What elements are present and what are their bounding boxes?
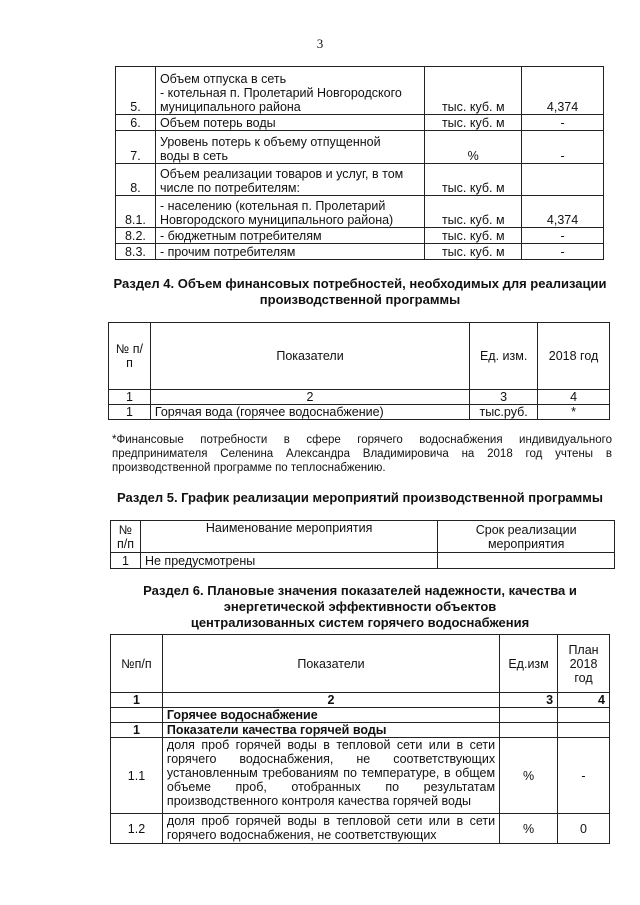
table-row xyxy=(116,244,604,260)
header-num: №п/п xyxy=(111,635,163,693)
col-number: 3 xyxy=(470,390,538,405)
header-num: № п/п xyxy=(109,323,151,390)
row-unit: тыс. куб. м xyxy=(425,228,522,244)
row-unit: тыс.руб. xyxy=(470,405,538,420)
table-row xyxy=(116,67,604,115)
row-value: 0 xyxy=(558,814,610,844)
row-number: 8.3. xyxy=(116,244,156,260)
row-value: 4,374 xyxy=(522,67,604,115)
row-label: - прочим потребителям xyxy=(155,244,424,260)
row-label: Объем отпуска в сеть - котельная п. Пролетарий Новгородского муниципального района xyxy=(155,67,424,115)
row-label: Уровень потерь к объему отпущенной воды в сеть xyxy=(155,131,424,164)
header-term: Срок реализации мероприятия xyxy=(438,521,615,553)
row-unit: тыс. куб. м xyxy=(425,67,522,115)
row-number: 8.2. xyxy=(116,228,156,244)
row-indicator: доля проб горячей воды в тепловой сети или в сети горячего водоснабжения, не соответствующих xyxy=(162,814,499,844)
group-label: Горячее водоснабжение xyxy=(162,708,499,723)
table-row xyxy=(116,164,604,196)
subgroup-label: Показатели качества горячей воды xyxy=(162,723,499,738)
col-number: 4 xyxy=(538,390,610,405)
row-name: Не предусмотрены xyxy=(140,553,437,569)
row-number: 1.1 xyxy=(111,738,163,814)
row-unit: тыс. куб. м xyxy=(425,115,522,131)
header-indicator: Показатели xyxy=(162,635,499,693)
section4-title: Раздел 4. Объем финансовых потребностей, необходимых для реализации производственной программы xyxy=(113,276,607,307)
header-name: Наименование мероприятия xyxy=(140,521,437,553)
table-row xyxy=(111,553,615,569)
row-value xyxy=(522,164,604,196)
row-unit: тыс. куб. м xyxy=(425,244,522,260)
col-number: 1 xyxy=(109,390,151,405)
row-value: - xyxy=(558,738,610,814)
row-value: 4,374 xyxy=(522,196,604,228)
column-number-row xyxy=(109,390,610,405)
col-number: 1 xyxy=(111,693,163,708)
row-value: * xyxy=(538,405,610,420)
section5-title: Раздел 5. График реализации мероприятий производственной программы xyxy=(117,490,603,505)
row-label: Объем реализации товаров и услуг, в том числе по потребителям: xyxy=(155,164,424,196)
row-number: 1 xyxy=(111,553,141,569)
header-num: № п/п xyxy=(111,521,141,553)
table-row xyxy=(116,131,604,164)
row-indicator: Горячая вода (горячее водоснабжение) xyxy=(150,405,469,420)
table-row xyxy=(111,814,610,844)
row-indicator: доля проб горячей воды в тепловой сети или в сети горячего водоснабжения, не соответствующих установленным требованиям по температуре, в общем объеме проб, отобранных по результатам производственного контроля качества горячей воды xyxy=(162,738,499,814)
header-year: 2018 год xyxy=(538,323,610,390)
row-value: - xyxy=(522,131,604,164)
row-value: - xyxy=(522,244,604,260)
row-unit: % xyxy=(500,738,558,814)
header-unit: Ед.изм xyxy=(500,635,558,693)
volume-table xyxy=(115,66,604,260)
row-value: - xyxy=(522,228,604,244)
table-header-row xyxy=(109,323,610,390)
col-number: 2 xyxy=(162,693,499,708)
table-row xyxy=(109,405,610,420)
table-row xyxy=(116,228,604,244)
table-row xyxy=(116,196,604,228)
row-unit: % xyxy=(425,131,522,164)
row-unit: тыс. куб. м xyxy=(425,164,522,196)
schedule-table xyxy=(110,520,615,569)
section6-title: Раздел 6. Плановые значения показателей надежности, качества и энергетической эффективности объектов централизованных систем горячего водоснабжения xyxy=(143,583,577,630)
header-unit: Ед. изм. xyxy=(470,323,538,390)
footnote: *Финансовые потребности в сфере горячего водоснабжения индивидуального предпринимателя Селенина Александра Владимировича на 2018 год учтены в производственной программе по теплоснабжению. xyxy=(112,434,612,474)
row-number: 1 xyxy=(109,405,151,420)
page-number: 3 xyxy=(316,36,324,51)
table-header-row xyxy=(111,635,610,693)
col-number: 4 xyxy=(558,693,610,708)
group-row xyxy=(111,708,610,723)
row-number: 6. xyxy=(116,115,156,131)
header-plan: План 2018 год xyxy=(558,635,610,693)
row-label: - населению (котельная п. Пролетарий Новгородского муниципального района) xyxy=(155,196,424,228)
row-number: 7. xyxy=(116,131,156,164)
subgroup-number: 1 xyxy=(111,723,163,738)
col-number: 3 xyxy=(500,693,558,708)
row-term xyxy=(438,553,615,569)
indicators-table xyxy=(110,634,610,844)
table-header-row xyxy=(111,521,615,553)
table-row xyxy=(111,738,610,814)
row-value: - xyxy=(522,115,604,131)
column-number-row xyxy=(111,693,610,708)
subgroup-row xyxy=(111,723,610,738)
row-label: - бюджетным потребителям xyxy=(155,228,424,244)
table-row xyxy=(116,115,604,131)
row-number: 1.2 xyxy=(111,814,163,844)
row-number: 5. xyxy=(116,67,156,115)
row-unit: тыс. куб. м xyxy=(425,196,522,228)
header-indicator: Показатели xyxy=(150,323,469,390)
row-label: Объем потерь воды xyxy=(155,115,424,131)
col-number: 2 xyxy=(150,390,469,405)
row-unit: % xyxy=(500,814,558,844)
finance-table xyxy=(108,322,610,420)
row-number: 8. xyxy=(116,164,156,196)
row-number: 8.1. xyxy=(116,196,156,228)
